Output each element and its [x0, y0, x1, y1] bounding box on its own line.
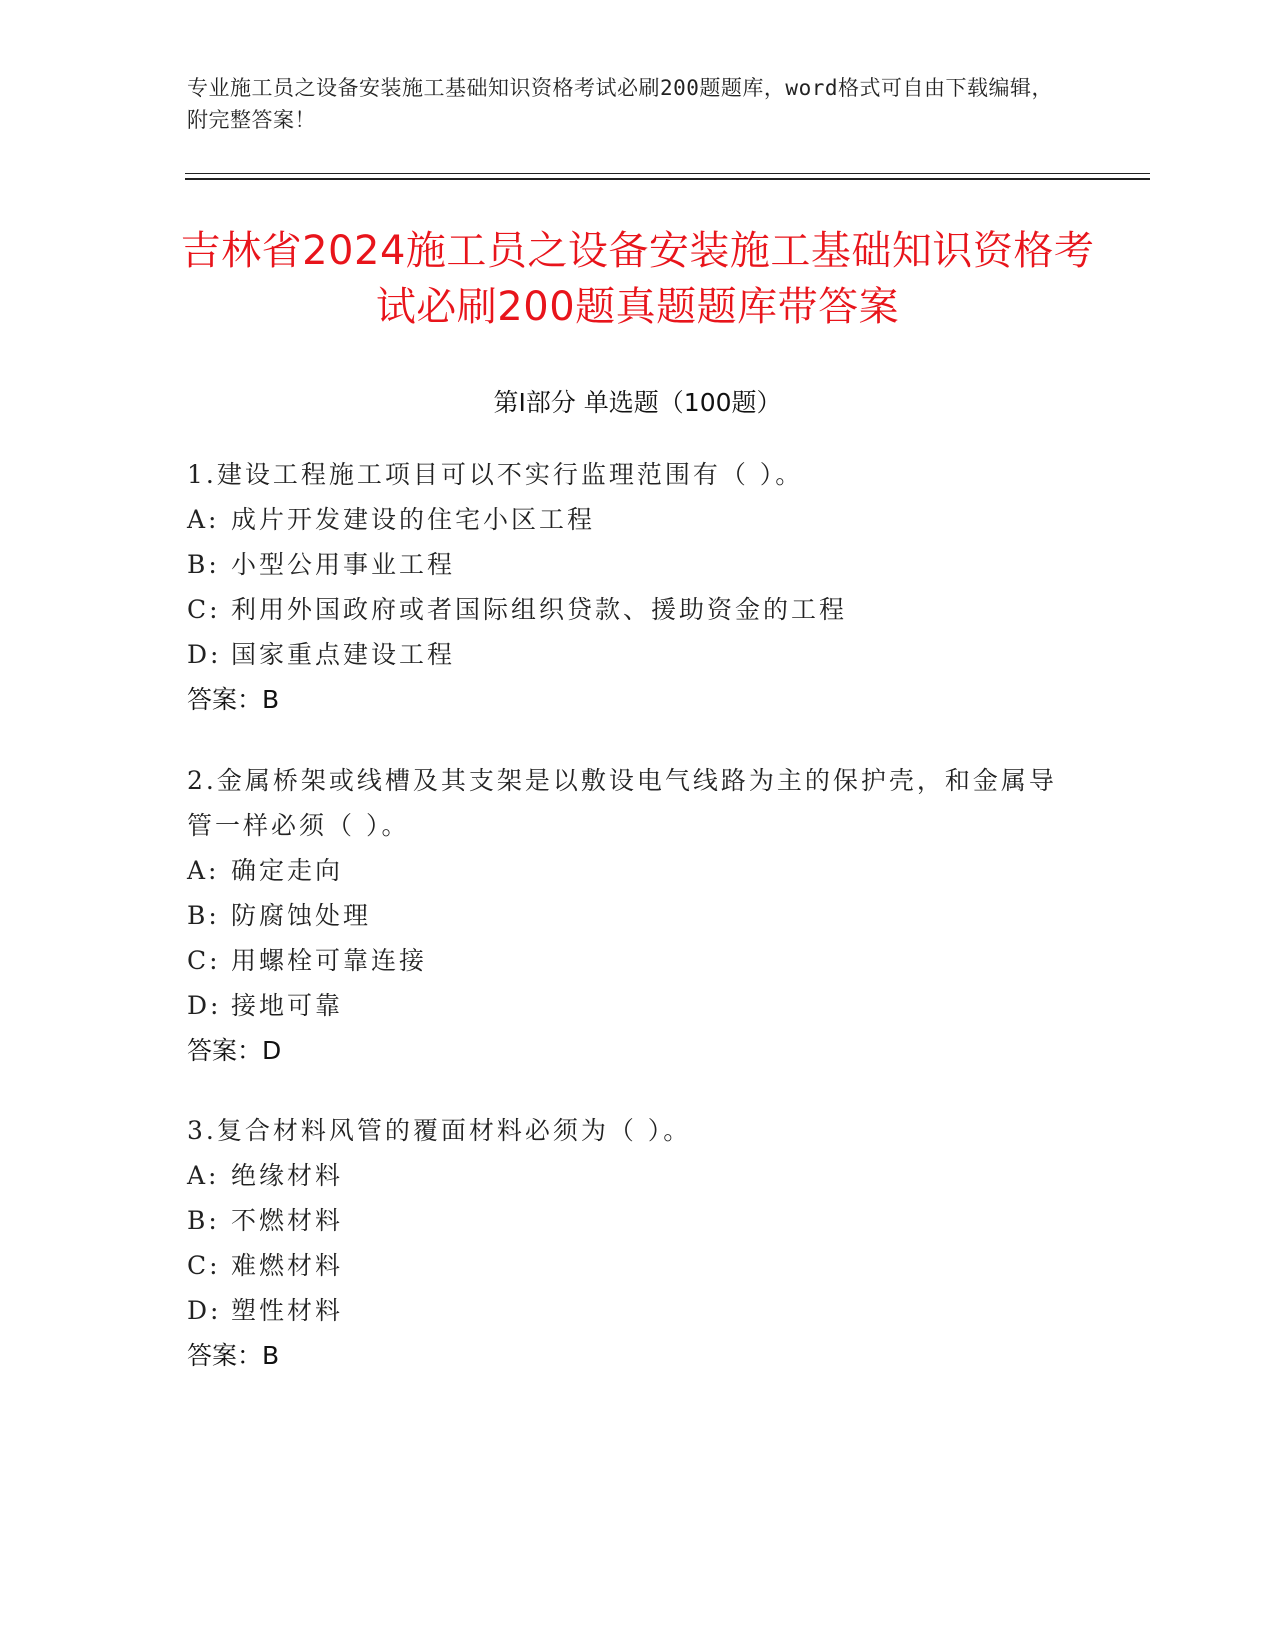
- option-letter: D:: [187, 1296, 222, 1325]
- option-letter: A:: [187, 1161, 220, 1190]
- option-text: 小型公用事业工程: [231, 550, 456, 579]
- option-letter: D:: [187, 991, 222, 1020]
- option-letter: A:: [187, 856, 220, 885]
- option-text: 绝缘材料: [231, 1161, 344, 1190]
- option-text: 利用外国政府或者国际组织贷款、援助资金的工程: [231, 595, 848, 624]
- answer: 答案：D: [187, 1036, 282, 1065]
- option-letter: C:: [187, 1251, 221, 1280]
- answer: 答案：B: [187, 685, 280, 714]
- question-1: [187, 452, 1067, 722]
- option-c: [187, 1243, 1067, 1288]
- question-stem: 3.复合材料风管的覆面材料必须为（ ）。: [187, 1116, 692, 1145]
- option-letter: A:: [187, 505, 220, 534]
- question-stem: 1.建设工程施工项目可以不实行监理范围有（ ）。: [187, 460, 804, 489]
- header-note: 专业施工员之设备安装施工基础知识资格考试必刷200题题库，word格式可自由下载编辑，附完整答案！: [187, 76, 1053, 132]
- option-text: 塑性材料: [231, 1296, 344, 1325]
- option-d: [187, 1288, 1067, 1333]
- option-text: 成片开发建设的住宅小区工程: [231, 505, 596, 534]
- document-title: 吉林省2024施工员之设备安装施工基础知识资格考试必刷200题真题题库带答案: [180, 228, 1095, 330]
- option-text: 接地可靠: [231, 991, 344, 1020]
- option-b: [187, 893, 1067, 938]
- question-3: [187, 1108, 1067, 1378]
- option-c: [187, 587, 1067, 632]
- option-letter: C:: [187, 946, 221, 975]
- option-text: 国家重点建设工程: [231, 640, 456, 669]
- section-title: 第I部分 单选题（100题）: [493, 388, 782, 417]
- header-rule-thick: [185, 178, 1150, 180]
- option-b: [187, 1198, 1067, 1243]
- option-a: [187, 848, 1067, 893]
- option-c: [187, 938, 1067, 983]
- option-letter: B:: [187, 1206, 220, 1235]
- option-d: [187, 983, 1067, 1028]
- option-text: 用螺栓可靠连接: [231, 946, 428, 975]
- option-d: [187, 632, 1067, 677]
- answer: 答案：B: [187, 1341, 280, 1370]
- option-letter: B:: [187, 550, 220, 579]
- option-a: [187, 497, 1067, 542]
- option-letter: B:: [187, 901, 220, 930]
- option-letter: C:: [187, 595, 221, 624]
- question-2: [187, 758, 1067, 1073]
- option-letter: D:: [187, 640, 222, 669]
- header-rule-thin: [185, 173, 1150, 174]
- option-text: 难燃材料: [231, 1251, 344, 1280]
- option-b: [187, 542, 1067, 587]
- option-a: [187, 1153, 1067, 1198]
- option-text: 确定走向: [231, 856, 344, 885]
- question-stem: 2.金属桥架或线槽及其支架是以敷设电气线路为主的保护壳，和金属导管一样必须（ ）。: [187, 766, 1057, 840]
- option-text: 防腐蚀处理: [231, 901, 372, 930]
- option-text: 不燃材料: [231, 1206, 344, 1235]
